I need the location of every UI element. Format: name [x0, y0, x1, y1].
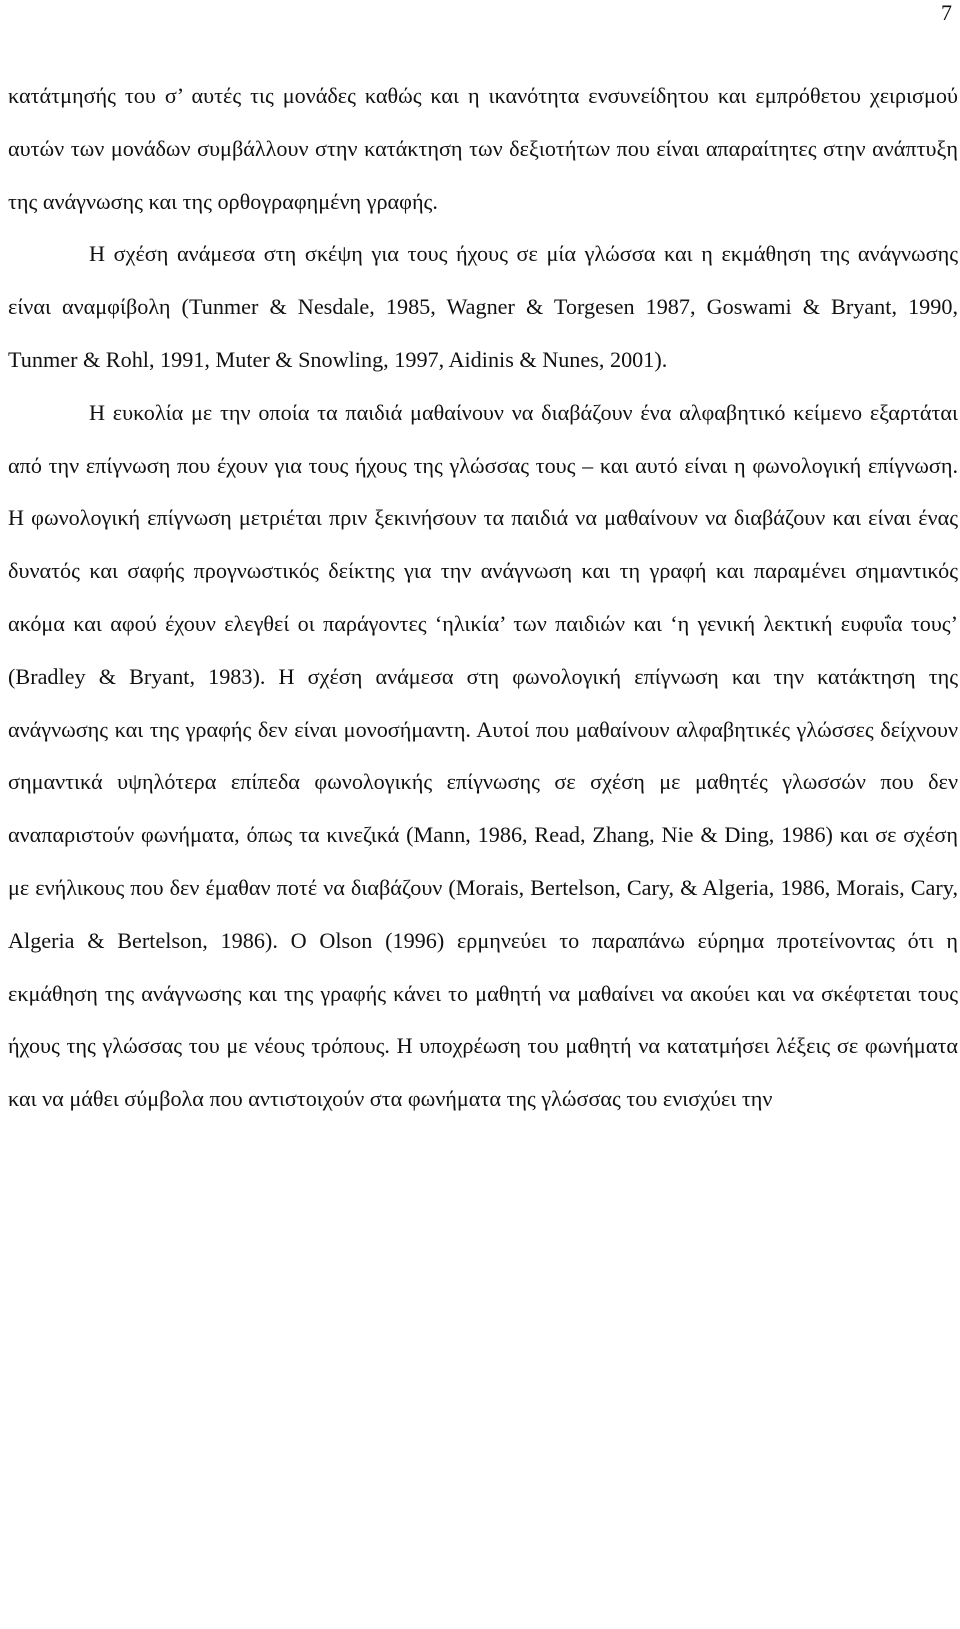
paragraph: Η ευκολία με την οποία τα παιδιά μαθαίνουν να διαβάζουν ένα αλφαβητικό κείμενο εξαρτάται από την επίγνωση που έχουν για τους ήχους της γλώσσας τους – και αυτό είναι η φωνολογική επίγνωση. Η φωνολογική επίγνωση μετριέται πριν ξεκινήσουν τα παιδιά να μαθαίνουν να διαβάζουν και είναι ένας δυνατός και σαφής προγνωστικός δείκτης για την ανάγνωση και τη γραφή και παραμένει σημαντικός ακόμα και αφού έχουν ελεγθεί οι παράγοντες ‘ηλικία’ των παιδιών και ‘η γενική λεκτική ευφυΐα τους’ (Bradley & Bryant, 1983). Η σχέση ανάμεσα στη φωνολογική επίγνωση και την κατάκτηση της ανάγνωσης και της γραφής δεν είναι μονοσήμαντη. Αυτοί που μαθαίνουν αλφαβητικές γλώσσες δείχνουν σημαντικά υψηλότερα επίπεδα φωνολογικής επίγνωσης σε σχέση με μαθητές γλωσσών που δεν αναπαριστούν φωνήματα, όπως τα κινεζικά (Mann, 1986, Read, Zhang, Nie & Ding, 1986) και σε σχέση με ενήλικους που δεν έμαθαν ποτέ να διαβάζουν (Morais, Bertelson, Cary, & Algeria, 1986, Morais, Cary, Algeria & Bertelson, 1986). Ο Olson (1996) ερμηνεύει το παραπάνω εύρημα προτείνοντας ότι η εκμάθηση της ανάγνωσης και της γραφής κάνει το μαθητή να μαθαίνει να ακούει και να σκέφτεται τους ήχους της γλώσσας του με νέους τρόπους. Η υποχρέωση του μαθητή να κατατμήσει λέξεις σε φωνήματα και να μάθει σύμβολα που αντιστοιχούν στα φωνήματα της γλώσσας του ενισχύει την — [8, 399, 958, 1112]
paragraph: κατάτμησής του σ’ αυτές τις μονάδες καθώς και η ικανότητα ενσυνείδητου και εμπρόθετου χειρισμού αυτών των μονάδων συμβάλλουν στην κατάκτηση των δεξιοτήτων που είναι απαραίτητες στην ανάπτυξη της ανάγνωσης και της ορθογραφημένη γραφής. — [8, 83, 958, 214]
page-number: 7 — [941, 0, 952, 25]
body-text — [8, 70, 958, 1126]
paragraph: Η σχέση ανάμεσα στη σκέψη για τους ήχους σε μία γλώσσα και η εκμάθηση της ανάγνωσης είναι αναμφίβολη (Tunmer & Nesdale, 1985, Wagner & Torgesen 1987, Goswami & Bryant, 1990, Tunmer & Rohl, 1991, Muter & Snowling, 1997, Aidinis & Nunes, 2001). — [8, 241, 958, 372]
